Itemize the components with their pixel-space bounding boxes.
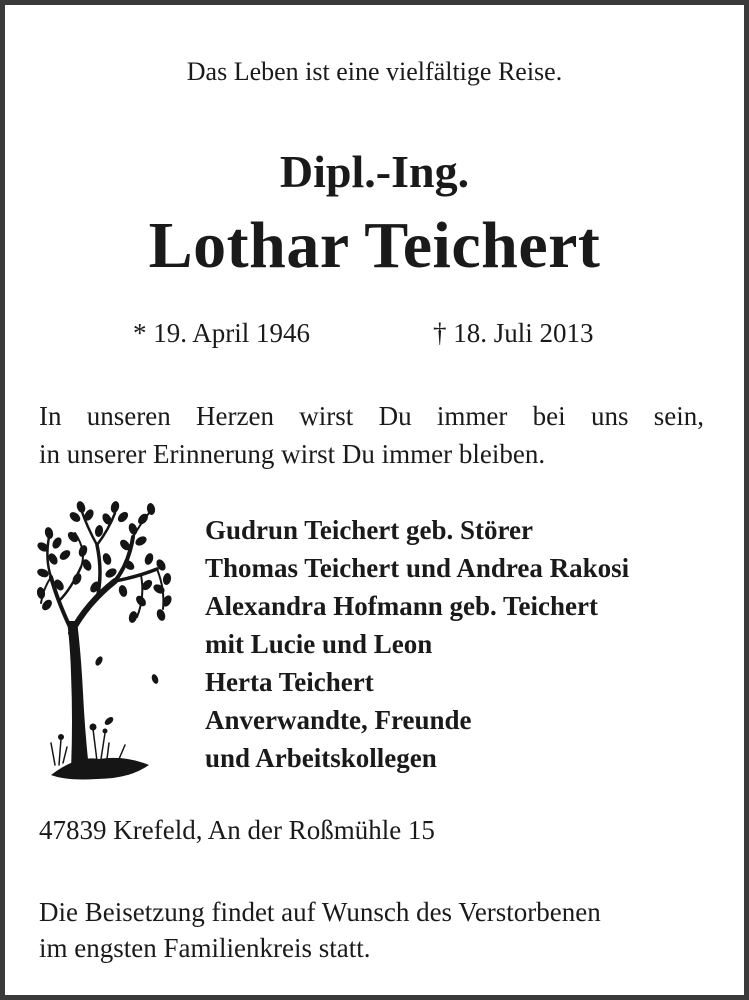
tree-icon: [37, 493, 177, 785]
notice-line: Die Beisetzung findet auf Wunsch des Verstorbenen: [39, 897, 601, 927]
deceased-name: Lothar Teichert: [148, 209, 601, 282]
mourner-line: Gudrun Teichert geb. Störer: [205, 515, 534, 545]
family-address: 47839 Krefeld, An der Roßmühle 15: [39, 815, 435, 845]
funeral-notice: [39, 894, 601, 966]
notice-line: im engsten Familienkreis statt.: [39, 933, 371, 963]
death-date: † 18. Juli 2013: [433, 318, 594, 348]
mourner-line: Alexandra Hofmann geb. Teichert: [205, 591, 599, 621]
verse-line: in unserer Erinnerung wirst Du immer bleiben.: [39, 439, 546, 469]
mourner-line: Anverwandte, Freunde: [205, 705, 472, 735]
memorial-verse: [39, 397, 704, 473]
academic-title: Dipl.-Ing.: [279, 146, 470, 197]
mourners-list: [205, 511, 629, 777]
motto: Das Leben ist eine vielfältige Reise.: [186, 57, 563, 86]
verse-line: In unseren Herzen wirst Du immer bei uns sein,: [39, 401, 704, 431]
mourner-line: mit Lucie und Leon: [205, 629, 433, 659]
mourner-line: und Arbeitskollegen: [205, 743, 437, 773]
mourner-line: Thomas Teichert und Andrea Rakosi: [205, 553, 630, 583]
mourner-line: Herta Teichert: [205, 667, 374, 697]
birth-date: * 19. April 1946: [133, 318, 311, 348]
